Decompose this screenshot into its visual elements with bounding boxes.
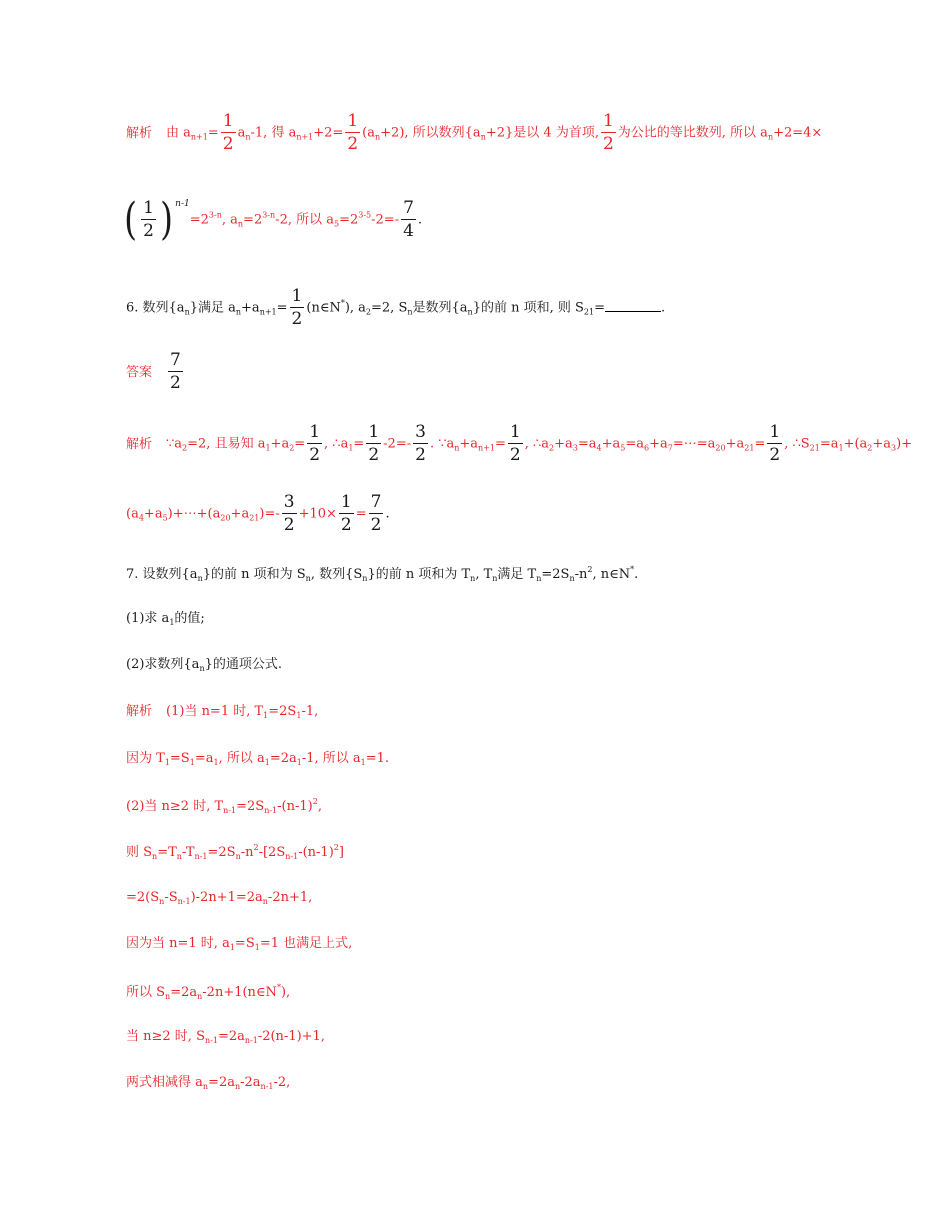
text: , a bbox=[221, 212, 238, 228]
q7-solution-line-1 bbox=[126, 705, 318, 720]
subscript: n-1 bbox=[177, 897, 191, 906]
subscript: 1 bbox=[229, 943, 235, 952]
text: =2S bbox=[541, 567, 570, 582]
text: , ∴S bbox=[784, 436, 810, 452]
q7-solution-line-8 bbox=[126, 1030, 325, 1045]
text: =2a bbox=[208, 1075, 235, 1090]
text: }的前 n 项和为 S bbox=[202, 567, 306, 582]
subscript: n-1 bbox=[244, 1036, 258, 1045]
text: = bbox=[594, 300, 606, 316]
numerator: 1 bbox=[340, 492, 352, 512]
q7-solution-line-6 bbox=[126, 937, 352, 952]
text: (2)当 n≥2 时, T bbox=[126, 799, 224, 814]
text: . bbox=[634, 567, 639, 582]
subscript: 1 bbox=[254, 943, 260, 952]
fraction bbox=[767, 424, 782, 464]
subscript: 6 bbox=[644, 443, 650, 453]
text: =a bbox=[577, 436, 597, 452]
text: , ∴a bbox=[324, 436, 349, 452]
subscript: n-1 bbox=[223, 806, 237, 815]
denominator: 2 bbox=[415, 445, 426, 465]
subscript: 4 bbox=[596, 443, 602, 453]
text: =a bbox=[625, 436, 645, 452]
fraction bbox=[168, 352, 183, 392]
text: = bbox=[495, 436, 506, 452]
subscript: n bbox=[454, 443, 460, 453]
text: +a bbox=[241, 300, 260, 316]
text: = bbox=[207, 125, 219, 141]
subscript: 1 bbox=[838, 443, 844, 453]
q7-part-2 bbox=[126, 658, 282, 673]
text: , ∴a bbox=[524, 436, 550, 452]
subscript: 1 bbox=[265, 443, 271, 453]
text: , 数列{S bbox=[310, 567, 363, 582]
text: -2(n-1)+1, bbox=[257, 1029, 325, 1044]
denominator: 2 bbox=[143, 221, 154, 241]
superscript: 2 bbox=[587, 565, 593, 574]
text: -2a bbox=[240, 1075, 261, 1090]
subscript: n-1 bbox=[264, 806, 278, 815]
superscript: 2 bbox=[312, 797, 318, 806]
subscript: n bbox=[197, 992, 203, 1001]
subscript: n bbox=[237, 219, 244, 229]
subscript: n bbox=[159, 897, 165, 906]
subscript: n bbox=[235, 852, 241, 861]
subscript: 21 bbox=[249, 513, 260, 523]
text: -2, 所以 a bbox=[275, 212, 334, 228]
text: +2= bbox=[313, 125, 344, 141]
subscript: n-1 bbox=[285, 852, 299, 861]
text: +a bbox=[601, 436, 621, 452]
subscript: 1 bbox=[263, 711, 269, 720]
subscript: n-1 bbox=[194, 852, 208, 861]
text: = bbox=[754, 436, 766, 452]
text: =2S bbox=[207, 845, 236, 860]
text: =2 bbox=[339, 212, 359, 228]
text: )+⋯+(a bbox=[167, 506, 221, 522]
text: =S bbox=[169, 751, 190, 766]
numerator: 1 bbox=[347, 111, 359, 131]
subscript: n bbox=[492, 574, 498, 583]
text: -(n-1) bbox=[277, 799, 313, 814]
numerator: 7 bbox=[370, 492, 382, 512]
superscript: 2 bbox=[253, 843, 259, 852]
q7-solution-line-7 bbox=[126, 984, 290, 1001]
q7-solution-line-2 bbox=[126, 752, 389, 767]
superscript: 3-n bbox=[262, 210, 276, 220]
numerator: 1 bbox=[509, 422, 521, 442]
q6-question bbox=[126, 288, 665, 328]
text: 则 S bbox=[126, 845, 153, 860]
subscript: n+1 bbox=[478, 443, 495, 453]
text: +a bbox=[270, 436, 290, 452]
subscript: 2 bbox=[365, 307, 372, 317]
subscript: 1 bbox=[296, 711, 302, 720]
text: )=- bbox=[259, 506, 280, 522]
text: 的值; bbox=[174, 611, 205, 626]
numerator: 1 bbox=[769, 422, 781, 442]
subscript: 4 bbox=[138, 513, 144, 523]
subscript: n bbox=[767, 132, 774, 142]
denominator: 2 bbox=[170, 373, 181, 393]
denominator: 2 bbox=[309, 445, 321, 465]
subscript: n bbox=[176, 852, 182, 861]
subscript: 5 bbox=[620, 443, 626, 453]
text: =2a bbox=[269, 751, 297, 766]
text: =a bbox=[194, 751, 214, 766]
subscript: 7 bbox=[667, 443, 673, 453]
subscript: n bbox=[362, 574, 368, 583]
text: 因为当 n=1 时, a bbox=[126, 936, 230, 951]
text: +a bbox=[649, 436, 668, 452]
fraction bbox=[401, 200, 416, 240]
subscript: 2 bbox=[867, 443, 873, 453]
superscript: 2 bbox=[333, 843, 339, 852]
denominator: 2 bbox=[769, 445, 781, 465]
subscript: n bbox=[407, 307, 413, 317]
subscript: n+1 bbox=[259, 307, 277, 317]
text: -1, bbox=[301, 704, 319, 719]
subscript: 21 bbox=[809, 443, 820, 453]
text: , T bbox=[475, 567, 493, 582]
text: -2, bbox=[273, 1075, 291, 1090]
q7-solution-line-3 bbox=[126, 798, 322, 815]
subscript: n-1 bbox=[260, 1082, 274, 1091]
numerator: 7 bbox=[403, 198, 414, 218]
numerator: 1 bbox=[143, 198, 154, 218]
text: 所以 S bbox=[126, 985, 166, 1000]
text: +2=4× bbox=[773, 125, 823, 141]
denominator: 2 bbox=[602, 134, 614, 154]
text: (n∈N bbox=[306, 300, 341, 316]
subscript: 1 bbox=[164, 758, 170, 767]
text: -1, 所以 a bbox=[301, 751, 361, 766]
fraction bbox=[290, 288, 305, 328]
subscript: n-1 bbox=[204, 1036, 218, 1045]
subscript: 20 bbox=[715, 443, 726, 453]
text: }的前 n 项和为 T bbox=[367, 567, 471, 582]
text: +a bbox=[872, 436, 892, 452]
subscript: n bbox=[467, 307, 473, 317]
text: , n∈N bbox=[592, 567, 631, 582]
superscript: 3-5 bbox=[358, 210, 372, 220]
text: 是数列{a bbox=[412, 300, 468, 316]
subscript: n bbox=[569, 574, 575, 583]
subscript: n bbox=[197, 574, 203, 583]
subscript: n bbox=[262, 897, 268, 906]
subscript: 1 bbox=[360, 758, 366, 767]
denominator: 2 bbox=[370, 515, 382, 535]
text: 当 n≥2 时, S bbox=[126, 1029, 205, 1044]
text: =2 bbox=[189, 212, 209, 228]
denominator: 2 bbox=[291, 309, 303, 329]
numerator: 3 bbox=[415, 422, 426, 442]
fraction bbox=[307, 424, 322, 464]
text: =⋯=a bbox=[672, 436, 716, 452]
answer-label: 答案 bbox=[126, 364, 153, 380]
subscript: 20 bbox=[220, 513, 231, 523]
solution-label: 解析 bbox=[126, 125, 153, 141]
text: 满足 T bbox=[497, 567, 537, 582]
text: = bbox=[276, 300, 288, 316]
numerator: 1 bbox=[309, 422, 321, 442]
text: . bbox=[385, 506, 390, 522]
text: +a bbox=[554, 436, 573, 452]
left-paren: ( bbox=[124, 194, 138, 245]
q6-answer bbox=[126, 352, 185, 392]
exponent: n-1 bbox=[175, 198, 190, 209]
text: . bbox=[661, 300, 666, 316]
subscript: 1 bbox=[348, 443, 354, 453]
subscript: n bbox=[152, 852, 158, 861]
fraction bbox=[413, 424, 428, 464]
subscript: n bbox=[199, 664, 205, 673]
text: 两式相减得 a bbox=[126, 1075, 203, 1090]
q6-solution-line-1 bbox=[126, 424, 912, 464]
subscript: 1 bbox=[169, 618, 175, 627]
text: 因为 T bbox=[126, 751, 165, 766]
denominator: 2 bbox=[222, 134, 234, 154]
subscript: n bbox=[184, 307, 190, 317]
text: +a bbox=[459, 436, 479, 452]
text: =1. bbox=[365, 751, 390, 766]
subscript: 1 bbox=[264, 758, 270, 767]
numerator: 1 bbox=[222, 111, 234, 131]
text: -1, 得 a bbox=[250, 125, 297, 141]
text: = bbox=[294, 436, 306, 452]
text: (a bbox=[362, 125, 375, 141]
numerator: 3 bbox=[283, 492, 295, 512]
text: =2, S bbox=[371, 300, 408, 316]
text: +10× bbox=[298, 506, 337, 522]
numerator: 7 bbox=[170, 350, 181, 370]
fraction bbox=[369, 494, 384, 534]
subscript: 1 bbox=[189, 758, 195, 767]
subscript: n bbox=[470, 574, 476, 583]
numerator: 1 bbox=[291, 286, 303, 306]
subscript: 21 bbox=[744, 443, 755, 453]
q5-solution-line-1 bbox=[126, 113, 822, 153]
solution-label: 解析 bbox=[126, 436, 153, 452]
subscript: 3 bbox=[572, 443, 578, 453]
text: =a bbox=[819, 436, 839, 452]
subscript: n bbox=[245, 132, 251, 142]
text: =1 也满足上式, bbox=[259, 936, 353, 951]
text: +2}是以 4 为首项, bbox=[485, 125, 599, 141]
q7-solution-line-9 bbox=[126, 1076, 290, 1091]
subscript: n bbox=[165, 992, 171, 1001]
superscript: * bbox=[630, 565, 635, 574]
fraction bbox=[508, 424, 523, 464]
subscript: 2 bbox=[289, 443, 295, 453]
q6-solution-line-2 bbox=[126, 494, 390, 534]
text: -S bbox=[164, 890, 178, 905]
text: +(a bbox=[843, 436, 868, 452]
text: =2a bbox=[170, 985, 198, 1000]
text: +a bbox=[725, 436, 745, 452]
text: =S bbox=[234, 936, 255, 951]
solution-label: 解析 bbox=[126, 704, 153, 719]
text: )+ bbox=[896, 436, 913, 452]
text: (1)求 a bbox=[126, 611, 170, 626]
text: (1)当 n=1 时, T bbox=[166, 704, 264, 719]
text: 由 a bbox=[166, 125, 191, 141]
fraction bbox=[339, 494, 354, 534]
denominator: 2 bbox=[283, 515, 295, 535]
subscript: n bbox=[480, 132, 486, 142]
text: (a bbox=[126, 506, 139, 522]
subscript: 1 bbox=[296, 758, 302, 767]
text: +a bbox=[230, 506, 250, 522]
subscript: n bbox=[234, 1082, 241, 1091]
text: }的通项公式. bbox=[204, 657, 282, 672]
q7-solution-line-4 bbox=[126, 844, 344, 861]
paren-group bbox=[122, 194, 190, 245]
subscript: 2 bbox=[549, 443, 555, 453]
text: ), a bbox=[344, 300, 366, 316]
text: =2, 且易知 a bbox=[187, 436, 266, 452]
text: -2n+1(n∈N bbox=[202, 985, 277, 1000]
text: 为公比的等比数列, 所以 a bbox=[617, 125, 768, 141]
subscript: 21 bbox=[583, 307, 595, 317]
text: . bbox=[417, 212, 423, 228]
fraction bbox=[282, 494, 297, 534]
text: 7. 设数列{a bbox=[126, 567, 198, 582]
text: -n bbox=[240, 845, 254, 860]
fraction bbox=[221, 113, 236, 153]
subscript: n+1 bbox=[190, 132, 208, 142]
text: +2), 所以数列{a bbox=[380, 125, 481, 141]
text: ] bbox=[338, 845, 344, 860]
subscript: 5 bbox=[162, 513, 168, 523]
fraction bbox=[366, 424, 381, 464]
text: (2)求数列{a bbox=[126, 657, 200, 672]
q7-question bbox=[126, 566, 638, 583]
fraction bbox=[601, 113, 616, 153]
text: 6. 数列{a bbox=[126, 300, 185, 316]
text: . ∵a bbox=[429, 436, 455, 452]
subscript: 5 bbox=[333, 219, 340, 229]
q7-part-1 bbox=[126, 612, 205, 627]
subscript: n+1 bbox=[296, 132, 314, 142]
denominator: 2 bbox=[347, 134, 359, 154]
text: -2=- bbox=[371, 212, 400, 228]
text: = bbox=[355, 506, 367, 522]
superscript: * bbox=[340, 298, 345, 308]
answer-blank bbox=[605, 299, 661, 312]
text: a bbox=[237, 125, 246, 141]
text: -T bbox=[181, 845, 195, 860]
text: , bbox=[317, 799, 322, 814]
superscript: 3-n bbox=[208, 210, 222, 220]
text: +a bbox=[143, 506, 163, 522]
text: -(n-1) bbox=[298, 845, 334, 860]
text: =2S bbox=[268, 704, 297, 719]
text: =2S bbox=[236, 799, 265, 814]
text: -n bbox=[574, 567, 588, 582]
text: }满足 a bbox=[189, 300, 236, 316]
text: -2n+1, bbox=[267, 890, 313, 905]
subscript: 2 bbox=[182, 443, 188, 453]
text: -[2S bbox=[258, 845, 286, 860]
text: ), bbox=[280, 985, 291, 1000]
text: =T bbox=[157, 845, 177, 860]
numerator: 1 bbox=[602, 111, 614, 131]
text: =2(S bbox=[126, 890, 160, 905]
text: = bbox=[353, 436, 365, 452]
denominator: 2 bbox=[509, 445, 521, 465]
q7-solution-line-5 bbox=[126, 891, 312, 906]
subscript: n bbox=[305, 574, 311, 583]
text: =2a bbox=[217, 1029, 245, 1044]
fraction bbox=[345, 113, 360, 153]
subscript: n bbox=[235, 307, 242, 317]
subscript: 1 bbox=[213, 758, 219, 767]
text: =2 bbox=[243, 212, 263, 228]
text: )-2n+1=2a bbox=[190, 890, 263, 905]
denominator: 4 bbox=[403, 221, 414, 241]
q5-solution-line-2 bbox=[122, 194, 423, 245]
fraction bbox=[141, 200, 156, 240]
superscript: * bbox=[276, 983, 281, 992]
subscript: 3 bbox=[891, 443, 897, 453]
subscript: n bbox=[536, 574, 542, 583]
right-paren: ) bbox=[160, 194, 174, 245]
denominator: 2 bbox=[340, 515, 352, 535]
subscript: n bbox=[375, 132, 381, 142]
subscript: n bbox=[202, 1082, 209, 1091]
text: , 所以 a bbox=[218, 751, 265, 766]
text: }的前 n 项和, 则 S bbox=[472, 300, 584, 316]
denominator: 2 bbox=[368, 445, 380, 465]
text: ∵a bbox=[166, 436, 183, 452]
numerator: 1 bbox=[368, 422, 380, 442]
text: -2=- bbox=[383, 436, 412, 452]
